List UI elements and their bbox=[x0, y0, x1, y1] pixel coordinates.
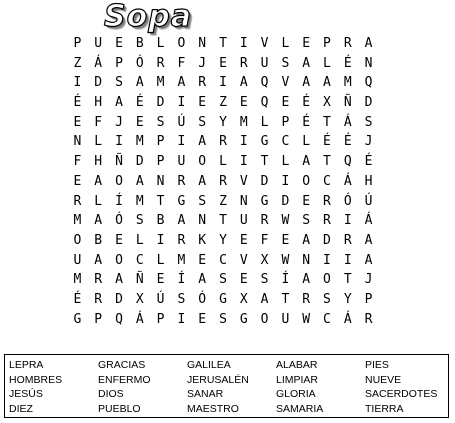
grid-letter[interactable]: H bbox=[94, 95, 103, 111]
grid-letter[interactable]: R bbox=[343, 232, 352, 248]
grid-letter[interactable]: A bbox=[94, 213, 103, 229]
word-bank-item: DIEZ bbox=[9, 402, 33, 415]
grid-letter[interactable]: Y bbox=[219, 232, 227, 248]
grid-letter[interactable]: T bbox=[323, 114, 331, 130]
grid-letter[interactable]: E bbox=[115, 232, 123, 248]
grid-letter[interactable]: A bbox=[135, 75, 144, 91]
grid-letter[interactable]: Á bbox=[343, 114, 352, 130]
grid-letter[interactable]: I bbox=[343, 213, 352, 229]
grid-letter[interactable]: Í bbox=[281, 272, 290, 288]
grid-letter[interactable]: L bbox=[260, 114, 269, 130]
grid-letter[interactable]: I bbox=[219, 75, 227, 91]
grid-letter[interactable]: A bbox=[302, 55, 311, 71]
grid-letter[interactable]: Á bbox=[135, 311, 144, 327]
grid-letter[interactable]: P bbox=[156, 154, 165, 170]
grid-letter[interactable]: W bbox=[281, 252, 290, 268]
grid-letter[interactable]: G bbox=[239, 311, 248, 327]
grid-letter[interactable]: T bbox=[260, 154, 269, 170]
word-bank bbox=[4, 354, 449, 418]
grid-letter[interactable]: C bbox=[323, 311, 331, 327]
grid-letter[interactable]: E bbox=[156, 272, 165, 288]
grid-letter[interactable]: B bbox=[94, 232, 103, 248]
grid-letter[interactable]: G bbox=[177, 193, 186, 209]
grid-letter[interactable]: R bbox=[94, 291, 103, 307]
grid-letter[interactable]: Ó bbox=[115, 213, 123, 229]
grid-letter[interactable]: A bbox=[198, 134, 207, 150]
grid-letter[interactable]: L bbox=[219, 154, 227, 170]
grid-letter[interactable]: Á bbox=[343, 311, 352, 327]
grid-letter[interactable]: T bbox=[156, 193, 165, 209]
grid-letter[interactable]: I bbox=[239, 154, 248, 170]
grid-letter[interactable]: E bbox=[73, 114, 82, 130]
grid-letter[interactable]: É bbox=[302, 95, 311, 111]
grid-letter[interactable]: N bbox=[198, 213, 207, 229]
grid-letter[interactable]: R bbox=[364, 311, 373, 327]
grid-letter[interactable]: T bbox=[281, 291, 290, 307]
grid-letter[interactable]: E bbox=[198, 95, 207, 111]
grid-letter[interactable]: R bbox=[73, 193, 82, 209]
grid-letter[interactable]: G bbox=[260, 193, 269, 209]
grid-letter[interactable]: E bbox=[198, 311, 207, 327]
grid-letter[interactable]: S bbox=[198, 114, 207, 130]
grid-letter[interactable]: O bbox=[115, 252, 123, 268]
grid-letter[interactable]: É bbox=[343, 134, 352, 150]
word-bank-item: NUEVE bbox=[365, 373, 402, 386]
grid-letter[interactable]: E bbox=[302, 36, 311, 51]
word-bank-item: GRACIAS bbox=[98, 359, 146, 371]
grid-letter[interactable]: E bbox=[115, 36, 123, 51]
grid-letter[interactable]: W bbox=[281, 213, 290, 229]
grid-letter[interactable]: M bbox=[343, 75, 352, 91]
word-bank-item: PIES bbox=[365, 359, 389, 371]
word-bank-item: ALABAR bbox=[276, 359, 318, 371]
grid-letter[interactable]: W bbox=[302, 311, 311, 327]
grid-letter[interactable]: X bbox=[239, 291, 248, 307]
grid-letter[interactable]: I bbox=[177, 134, 186, 150]
grid-letter[interactable]: S bbox=[156, 114, 165, 130]
grid-letter[interactable]: R bbox=[219, 134, 227, 150]
grid-letter[interactable]: O bbox=[73, 232, 82, 248]
grid-letter[interactable]: R bbox=[239, 55, 248, 71]
grid-letter[interactable]: I bbox=[281, 173, 290, 189]
grid-letter[interactable]: C bbox=[219, 252, 227, 268]
grid-letter[interactable]: E bbox=[281, 232, 290, 248]
grid-letter[interactable]: V bbox=[239, 173, 248, 189]
grid-letter[interactable]: T bbox=[343, 272, 352, 288]
grid-letter[interactable]: O bbox=[198, 154, 207, 170]
grid-letter[interactable]: R bbox=[177, 232, 186, 248]
letter-grid bbox=[67, 34, 379, 329]
grid-letter[interactable]: S bbox=[135, 213, 144, 229]
word-bank-item: GLORIA bbox=[276, 388, 316, 401]
grid-letter[interactable]: Ó bbox=[198, 291, 207, 307]
grid-letter[interactable]: L bbox=[156, 36, 165, 51]
grid-letter[interactable]: Q bbox=[260, 75, 269, 91]
grid-letter[interactable]: L bbox=[302, 134, 311, 150]
grid-letter[interactable]: D bbox=[115, 291, 123, 307]
grid-letter[interactable]: L bbox=[94, 193, 103, 209]
grid-letter[interactable]: R bbox=[302, 291, 311, 307]
grid-letter[interactable]: S bbox=[260, 272, 269, 288]
grid-letter[interactable]: M bbox=[177, 252, 186, 268]
grid-letter[interactable]: A bbox=[239, 75, 248, 91]
grid-letter[interactable]: É bbox=[73, 291, 82, 307]
word-bank-item: JESÚS bbox=[9, 388, 43, 401]
grid-letter[interactable]: A bbox=[302, 75, 311, 91]
grid-letter[interactable]: Z bbox=[219, 193, 227, 209]
grid-letter[interactable]: O bbox=[177, 36, 186, 51]
grid-letter[interactable]: M bbox=[156, 75, 165, 91]
grid-letter[interactable]: I bbox=[343, 252, 352, 268]
grid-letter[interactable]: J bbox=[115, 114, 123, 130]
grid-letter[interactable]: B bbox=[156, 213, 165, 229]
word-bank-item: JERUSALÉN bbox=[187, 373, 249, 386]
grid-letter[interactable]: Q bbox=[260, 95, 269, 111]
grid-letter[interactable]: L bbox=[323, 55, 331, 71]
grid-letter[interactable]: R bbox=[219, 173, 227, 189]
grid-letter[interactable]: Ñ bbox=[135, 272, 144, 288]
grid-letter[interactable]: M bbox=[135, 134, 144, 150]
grid-letter[interactable]: A bbox=[302, 272, 311, 288]
grid-letter[interactable]: D bbox=[364, 95, 373, 111]
grid-letter[interactable]: E bbox=[198, 252, 207, 268]
word-bank-item: GALILEA bbox=[187, 359, 231, 371]
word-bank-item: TIERRA bbox=[365, 402, 404, 415]
word-bank-item: LEPRA bbox=[9, 359, 44, 371]
grid-letter[interactable]: F bbox=[177, 55, 186, 71]
grid-letter[interactable]: É bbox=[302, 114, 311, 130]
word-bank-item: SACERDOTES bbox=[365, 388, 438, 401]
grid-letter[interactable]: Á bbox=[343, 173, 352, 189]
grid-letter[interactable]: É bbox=[364, 154, 373, 170]
word-bank-item: LIMPIAR bbox=[276, 373, 319, 386]
grid-letter[interactable]: D bbox=[156, 95, 165, 111]
grid-letter[interactable]: S bbox=[281, 55, 290, 71]
grid-letter[interactable]: V bbox=[260, 36, 269, 51]
word-bank-item: MAESTRO bbox=[187, 402, 239, 415]
grid-letter[interactable]: A bbox=[135, 173, 144, 189]
grid-letter[interactable]: J bbox=[364, 272, 373, 288]
grid-letter[interactable]: Q bbox=[364, 75, 373, 91]
grid-letter[interactable]: I bbox=[156, 232, 165, 248]
grid-letter[interactable]: F bbox=[73, 154, 82, 170]
grid-letter[interactable]: R bbox=[323, 193, 331, 209]
puzzle-title: Sopa bbox=[104, 0, 192, 34]
grid-letter[interactable]: F bbox=[94, 114, 103, 130]
grid-letter[interactable]: I bbox=[115, 134, 123, 150]
grid-letter[interactable]: F bbox=[260, 232, 269, 248]
grid-letter[interactable]: L bbox=[94, 134, 103, 150]
word-bank-item: ENFERMO bbox=[98, 373, 151, 386]
grid-letter[interactable]: L bbox=[135, 232, 144, 248]
grid-letter[interactable]: Í bbox=[177, 272, 186, 288]
grid-letter[interactable]: A bbox=[323, 75, 331, 91]
grid-letter[interactable]: I bbox=[323, 252, 331, 268]
word-bank-item: HOMBRES bbox=[9, 373, 63, 386]
grid-letter[interactable]: Á bbox=[94, 55, 103, 71]
grid-letter[interactable]: R bbox=[323, 213, 331, 229]
grid-letter[interactable]: Ú bbox=[156, 291, 165, 307]
grid-letter[interactable]: G bbox=[73, 311, 82, 327]
grid-letter[interactable]: B bbox=[135, 36, 144, 51]
grid-letter[interactable]: C bbox=[281, 134, 290, 150]
grid-letter[interactable]: S bbox=[198, 193, 207, 209]
grid-letter[interactable]: U bbox=[73, 252, 82, 268]
grid-letter[interactable]: A bbox=[198, 272, 207, 288]
grid-letter[interactable]: Ñ bbox=[115, 154, 123, 170]
grid-letter[interactable]: A bbox=[94, 252, 103, 268]
grid-letter[interactable]: I bbox=[239, 134, 248, 150]
grid-letter[interactable]: S bbox=[302, 213, 311, 229]
grid-letter[interactable]: R bbox=[343, 36, 352, 51]
grid-letter[interactable]: Y bbox=[343, 291, 352, 307]
grid-letter[interactable]: Á bbox=[364, 213, 373, 229]
grid-letter[interactable]: A bbox=[364, 252, 373, 268]
grid-letter[interactable]: Y bbox=[219, 114, 227, 130]
grid-letter[interactable]: G bbox=[219, 291, 227, 307]
grid-letter[interactable]: É bbox=[73, 95, 82, 111]
grid-letter[interactable]: R bbox=[94, 272, 103, 288]
grid-letter[interactable]: O bbox=[115, 173, 123, 189]
grid-letter[interactable]: E bbox=[135, 114, 144, 130]
grid-letter[interactable]: Ó bbox=[135, 55, 144, 71]
grid-letter[interactable]: N bbox=[156, 173, 165, 189]
grid-letter[interactable]: U bbox=[239, 213, 248, 229]
grid-letter[interactable]: S bbox=[364, 114, 373, 130]
grid-letter[interactable]: P bbox=[94, 311, 103, 327]
grid-letter[interactable]: T bbox=[219, 213, 227, 229]
grid-letter[interactable]: A bbox=[302, 154, 311, 170]
grid-letter[interactable]: U bbox=[281, 311, 290, 327]
grid-letter[interactable]: G bbox=[260, 134, 269, 150]
grid-letter[interactable]: P bbox=[115, 55, 123, 71]
grid-letter[interactable]: X bbox=[323, 95, 331, 111]
grid-letter[interactable]: E bbox=[281, 95, 290, 111]
grid-letter[interactable]: D bbox=[135, 154, 144, 170]
word-bank-item: SAMARIA bbox=[276, 402, 324, 415]
grid-letter[interactable]: D bbox=[94, 75, 103, 91]
grid-letter[interactable]: A bbox=[260, 291, 269, 307]
grid-letter[interactable]: A bbox=[177, 213, 186, 229]
grid-letter[interactable]: O bbox=[302, 173, 311, 189]
grid-letter[interactable]: Í bbox=[115, 193, 123, 209]
grid-letter[interactable]: I bbox=[177, 311, 186, 327]
grid-letter[interactable]: M bbox=[239, 114, 248, 130]
grid-letter[interactable]: D bbox=[281, 193, 290, 209]
word-bank-item: PUEBLO bbox=[98, 402, 141, 415]
grid-letter[interactable]: E bbox=[219, 55, 227, 71]
grid-letter[interactable]: M bbox=[73, 272, 82, 288]
grid-letter[interactable]: Ú bbox=[177, 114, 186, 130]
grid-letter[interactable]: E bbox=[239, 232, 248, 248]
grid-letter[interactable]: U bbox=[177, 154, 186, 170]
grid-letter[interactable]: N bbox=[73, 134, 82, 150]
grid-letter[interactable]: H bbox=[94, 154, 103, 170]
grid-letter[interactable]: N bbox=[302, 252, 311, 268]
grid-letter[interactable]: R bbox=[177, 173, 186, 189]
grid-letter[interactable]: E bbox=[302, 193, 311, 209]
grid-letter[interactable]: D bbox=[323, 232, 331, 248]
grid-letter[interactable]: I bbox=[177, 95, 186, 111]
grid-letter[interactable]: O bbox=[323, 272, 331, 288]
grid-letter[interactable]: R bbox=[156, 55, 165, 71]
grid-letter[interactable]: A bbox=[302, 232, 311, 248]
grid-letter[interactable]: A bbox=[115, 95, 123, 111]
grid-letter[interactable]: A bbox=[177, 75, 186, 91]
grid-letter[interactable]: S bbox=[323, 291, 331, 307]
word-bank-item: DIOS bbox=[98, 388, 124, 401]
grid-letter[interactable]: Ú bbox=[364, 193, 373, 209]
grid-letter[interactable]: O bbox=[260, 311, 269, 327]
grid-letter[interactable]: C bbox=[323, 173, 331, 189]
grid-letter[interactable]: P bbox=[364, 291, 373, 307]
grid-letter[interactable]: P bbox=[156, 311, 165, 327]
grid-letter[interactable]: Q bbox=[115, 311, 123, 327]
grid-letter[interactable]: U bbox=[94, 36, 103, 51]
grid-letter[interactable]: Ó bbox=[343, 193, 352, 209]
grid-letter[interactable]: Z bbox=[219, 95, 227, 111]
word-bank-item: SANAR bbox=[187, 388, 224, 401]
grid-letter[interactable]: E bbox=[73, 173, 82, 189]
grid-letter[interactable]: U bbox=[260, 55, 269, 71]
grid-letter[interactable]: R bbox=[198, 75, 207, 91]
grid-letter[interactable]: A bbox=[364, 36, 373, 51]
grid-letter[interactable]: L bbox=[281, 36, 290, 51]
grid-letter[interactable]: Ñ bbox=[343, 95, 352, 111]
grid-letter[interactable]: N bbox=[239, 193, 248, 209]
grid-letter[interactable]: K bbox=[198, 232, 207, 248]
grid-letter[interactable]: T bbox=[323, 154, 331, 170]
grid-letter[interactable]: M bbox=[135, 193, 144, 209]
grid-letter[interactable]: P bbox=[156, 134, 165, 150]
grid-letter[interactable]: X bbox=[135, 291, 144, 307]
grid-letter[interactable]: R bbox=[260, 213, 269, 229]
grid-letter[interactable]: C bbox=[135, 252, 144, 268]
grid-letter[interactable]: E bbox=[239, 95, 248, 111]
grid-letter[interactable]: M bbox=[73, 213, 82, 229]
grid-letter[interactable]: Q bbox=[343, 154, 352, 170]
grid-letter[interactable]: P bbox=[323, 36, 331, 51]
grid-letter[interactable]: I bbox=[239, 36, 248, 51]
grid-letter[interactable]: P bbox=[73, 36, 82, 51]
grid-letter[interactable]: É bbox=[323, 134, 331, 150]
grid-letter[interactable]: L bbox=[156, 252, 165, 268]
grid-letter[interactable]: P bbox=[281, 114, 290, 130]
grid-letter[interactable]: J bbox=[364, 134, 373, 150]
grid-letter[interactable]: S bbox=[219, 311, 227, 327]
grid-letter[interactable]: S bbox=[219, 272, 227, 288]
grid-letter[interactable]: D bbox=[260, 173, 269, 189]
grid-letter[interactable]: V bbox=[239, 252, 248, 268]
grid-letter[interactable]: A bbox=[94, 173, 103, 189]
grid-letter[interactable]: A bbox=[364, 232, 373, 248]
grid-letter[interactable]: É bbox=[135, 95, 144, 111]
grid-letter[interactable]: S bbox=[115, 75, 123, 91]
grid-letter[interactable]: X bbox=[260, 252, 269, 268]
grid-letter[interactable]: J bbox=[198, 55, 207, 71]
grid-letter[interactable]: Z bbox=[73, 55, 82, 71]
grid-letter[interactable]: E bbox=[239, 272, 248, 288]
grid-letter[interactable]: T bbox=[219, 36, 227, 51]
grid-letter[interactable]: I bbox=[73, 75, 82, 91]
grid-letter[interactable]: É bbox=[343, 55, 352, 71]
grid-letter[interactable]: N bbox=[364, 55, 373, 71]
grid-letter[interactable]: A bbox=[198, 173, 207, 189]
grid-letter[interactable]: S bbox=[177, 291, 186, 307]
grid-letter[interactable]: A bbox=[115, 272, 123, 288]
grid-letter[interactable]: L bbox=[281, 154, 290, 170]
grid-letter[interactable]: N bbox=[198, 36, 207, 51]
grid-letter[interactable]: V bbox=[281, 75, 290, 91]
grid-letter[interactable]: H bbox=[364, 173, 373, 189]
